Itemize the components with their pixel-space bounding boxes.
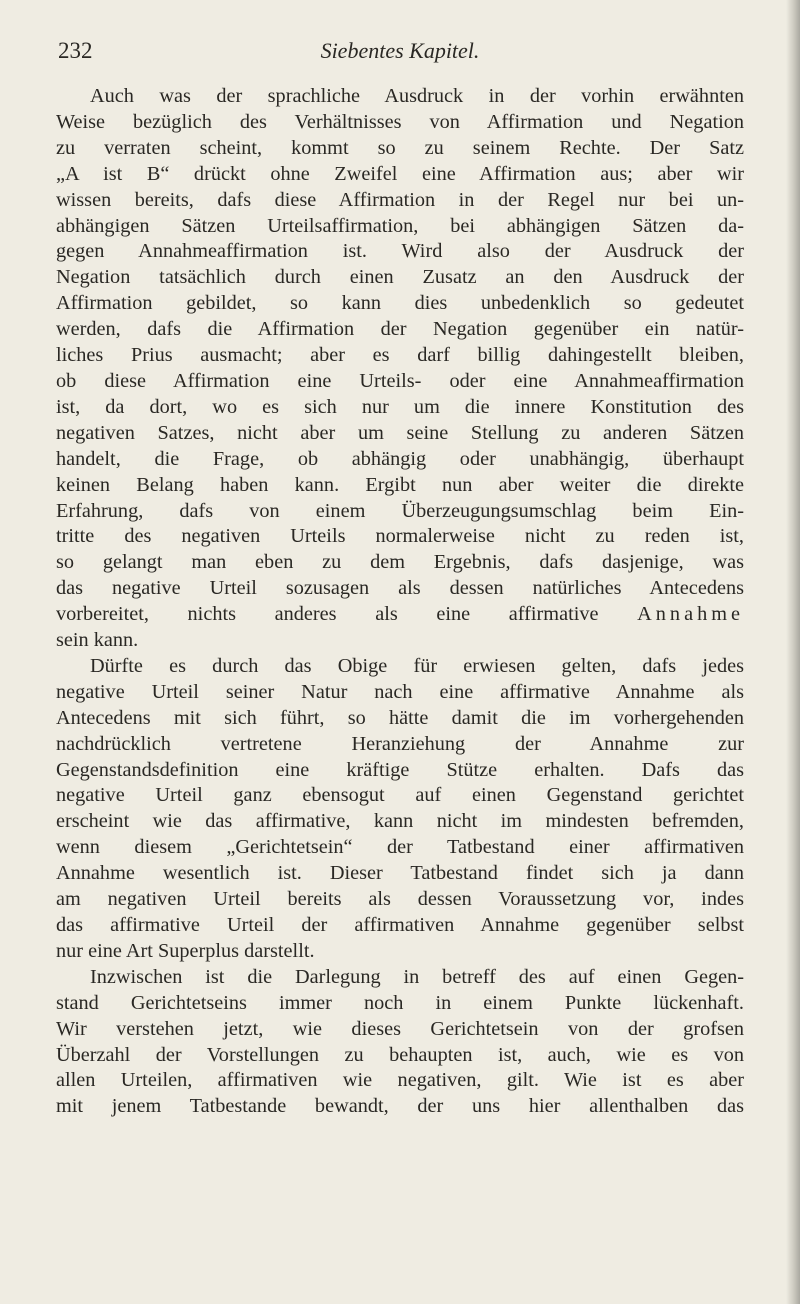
text-line: Annahme wesentlich ist. Dieser Tatbestand findet sich ja dann [56,862,744,885]
text-line: Wir verstehen jetzt, wie dieses Gerichtetsein von der grofsen [56,1017,744,1040]
text-line: Negation tatsächlich durch einen Zusatz an den Ausdruck der [56,266,744,289]
text-line: Inzwischen ist die Darlegung in betreff des auf einen Gegen- [90,965,744,988]
text-line: Affirmation gebildet, so kann dies unbedenklich so gedeutet [56,292,744,315]
text-line: erscheint wie das affirmative, kann nicht im mindesten befremden, [56,810,744,833]
text-line: mit jenem Tatbestande bewandt, der uns hier allenthalben das [56,1095,744,1118]
page-header [58,38,742,68]
page-edge-shadow [786,0,800,1304]
text-line: keinen Belang haben kann. Ergibt nun aber weiter die direkte [56,473,744,496]
text-line: nachdrücklich vertretene Heranziehung der Annahme zur [56,732,744,755]
text-line: stand Gerichtetseins immer noch in einem Punkte lückenhaft. [56,991,744,1014]
text-line: negative Urteil seiner Natur nach eine affirmative Annahme als [56,680,744,703]
text-line: handelt, die Frage, ob abhängig oder unabhängig, überhaupt [56,447,744,470]
text-line: liches Prius ausmacht; aber es darf billig dahingestellt bleiben, [56,344,744,367]
page-number: 232 [58,38,93,63]
text-line: das affirmative Urteil der affirmativen Annahme gegenüber selbst [56,914,744,936]
text-line: „A ist B“ drückt ohne Zweifel eine Affirmation aus; aber wir [56,162,744,185]
text-line: allen Urteilen, affirmativen wie negativen, gilt. Wie ist es aber [56,1069,744,1092]
running-title: Siebentes Kapitel. [320,38,480,63]
text-line-with-spaced-word [56,602,744,628]
body-text [56,84,744,1120]
text-line: nur eine Art Superplus darstellt. [56,939,315,962]
text-line: negative Urteil ganz ebensogut auf einen Gegenstand gerichtet [56,784,744,807]
text-line: werden, dafs die Affirmation der Negation gegenüber ein natür- [56,318,744,341]
text-line: gegen Annahmeaffirmation ist. Wird also der Ausdruck der [56,240,744,263]
text-line: Dürfte es durch das Obige für erwiesen gelten, dafs jedes [90,654,744,677]
text-line: zu verraten scheint, kommt so zu seinem Rechte. Der Satz [56,136,744,159]
text-line: Weise bezüglich des Verhältnisses von Affirmation und Negation [56,110,744,133]
text-line: negativen Satzes, nicht aber um seine Stellung zu anderen Sätzen [56,421,744,444]
text-line: Erfahrung, dafs von einem Überzeugungsumschlag beim Ein- [56,499,744,522]
text-line-segment: vorbereitet, nichts anderes als eine affirmative [56,603,599,626]
text-line: Auch was der sprachliche Ausdruck in der vorhin erwähnten [90,85,744,107]
text-line: Antecedens mit sich führt, so hätte damit die im vorhergehenden [56,706,744,729]
text-line: wenn diesem „Gerichtetsein“ der Tatbestand einer affirmativen [56,836,744,859]
text-line: ist, da dort, wo es sich nur um die innere Konstitution des [56,395,744,418]
text-line: wissen bereits, dafs diese Affirmation in der Regel nur bei un- [56,188,744,211]
text-line: Überzahl der Vorstellungen zu behaupten ist, auch, wie es von [56,1043,744,1066]
text-line: so gelangt man eben zu dem Ergebnis, dafs dasjenige, was [56,551,744,574]
text-line: ob diese Affirmation eine Urteils- oder eine Annahmeaffirmation [56,369,744,392]
text-line: das negative Urteil sozusagen als dessen natürliches Antecedens [56,577,744,600]
text-line: tritte des negativen Urteils normalerweise nicht zu reden ist, [56,525,744,548]
text-line: abhängigen Sätzen Urteilsaffirmation, bei abhängigen Sätzen da- [56,214,744,237]
spaced-word: Annahme [637,603,744,626]
text-line: am negativen Urteil bereits als dessen Voraussetzung vor, indes [56,888,744,911]
text-line: Gegenstandsdefinition eine kräftige Stütze erhalten. Dafs das [56,758,744,781]
text-line: sein kann. [56,629,139,652]
